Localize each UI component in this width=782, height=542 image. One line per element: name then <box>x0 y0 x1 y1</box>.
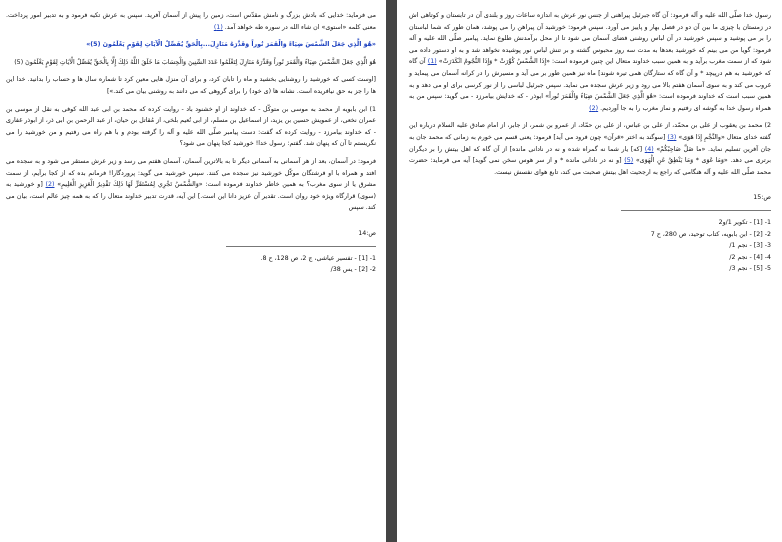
footnote-ref-link[interactable]: (2) <box>589 104 599 112</box>
footnote-item: 5- [5] - نجم 3/ <box>729 265 771 273</box>
page-number: ص:14 <box>358 229 376 237</box>
footnote-item: 2- [2] - ابن بابویه، کتاب توحید، ص 280، ح 7 <box>650 230 771 238</box>
footnote-ref-link[interactable]: (5) <box>624 157 634 165</box>
footnote-item: 1- [1] - تکویر 1/و2 <box>718 218 771 226</box>
page-gutter <box>386 0 397 542</box>
footnote-ref-link[interactable]: (4) <box>644 145 654 153</box>
paragraph: می فرماید: خدایی که بادش بزرگ و نامش مقدّس است، زمین را پیش از آسمان آفرید. سپس به عرش تکیه فرمود و به تدبیر امور پرداخت. معنی کلمه «استوی» ان شاء الله در سوره طه خواهد آمد. (1) <box>6 12 376 31</box>
paragraph: [اوست کسی که خورشید را روشنایی بخشید و ماه را تابان کرد، و برای آن منزل هایی معین کرد تا شماره سال ها و حساب را بدانید. خدا این ها را جز به حق نیافریده است. نشانه ها (ی خود) را برای گروهی که می دانند به روشنی بیان می کند.»] <box>6 76 376 95</box>
verse-text: هُوَ الَّذِي جَعَلَ الشَّمْسَ ضِيَاءً وَالْقَمَرَ نُوراً وَقَدَّرَهُ مَنَازِلَ لِتَعْلَمُوا عَدَدَ السِّنِينَ وَالْحِسَابَ مَا خَلَقَ اللَّهُ ذَلِكَ إِلَّا بِالْحَقِّ يُفَصِّلُ الْآيَاتِ لِقَوْمٍ يَعْلَمُونَ (5) <box>14 58 376 66</box>
paragraph: 2) محمد بن یعقوب از علی بن محمّد، از علی بن عباس، از علی بن حمّاد، از عمرو بن شمر، از جابر، از امام صادق علیه السلام درباره این گفته خدای متعال «والنَّجْمِ إِذَا هَوَى» (3) [سوگند به اختر «قرآن» چون فرود می آید] فرمود: یعنی قسم می خورم به زمانی که محمد جان به جان آفرین تسلیم نماید. «ما ضَلَّ صَاحِبُكُمْ» (4) [که] یار شما نه گمراه شده و نه در نادانی مانده] از آن گاه که اهل بیتش را بر دیگران برتری می دهد. «وَمَا غَوَى * وَمَا يَنْطِقُ عَنِ الْهَوَى» (5) [و نه در نادانی مانده * و از سر هوس سخن نمی گوید] آیه می فرماید: حضرت محمد صلّی الله علیه و آله هنگامی که راجع به ارجحیت اهل بیتش صحبت می کند، تابع هوای نفسش نیست. <box>409 122 771 176</box>
footnote-item: 1- [1] - تفسیر عیاشی، ج 2، ص 128، ح 8. <box>260 254 376 262</box>
left-page <box>0 0 386 542</box>
footnote-item: 3- [3] - نجم 1/ <box>729 242 771 250</box>
footnote-item: 2- [2] - یس 38/ <box>330 266 376 274</box>
right-page <box>397 0 782 542</box>
footnote-ref-link[interactable]: (2) <box>45 181 55 189</box>
verse-heading: «هُوَ الَّذِي جَعَلَ الشَّمْسَ ضِيَاءً وَالْقَمَرَ نُوراً وَقَدَّرَهُ مَنَازِلَ...بِالْحَقِّ يُفَصِّلُ الْآيَاتِ لِقَوْمٍ يَعْلَمُونَ (5)» <box>86 41 376 49</box>
footnote-ref-link[interactable]: (1) <box>213 23 223 31</box>
footnotes <box>409 217 771 275</box>
paragraph: فرمود: در آسمان، بعد از هر آسمانی به آسمانی دیگر تا به بالاترین آسمان، آسمان هفتم می رسد و زیر عرش مستقر می شود و به سجده می افتد و همراه با او فرشتگان موکّل خورشید نیز سجده می کنند. سپس خورشید می گوید: پروردگارا! فرمانم بده که از کجا برآیم، از سمت مشرق یا از سوی مغرب؟ به همین خاطر خداوند فرموده است: «وَالشَّمْسُ تَجْرِي لِمُسْتَقَرٍّ لَهَا ذَلِكَ تَقْدِيرُ الْعَزِيزِ الْعَلِيمِ» (2) [و خورشید به (سوی) قرارگاه ویژه خود روان است. تقدیر آن عزیز دانا این است.] این آیه، قدرت تدبیر خداوند متعال را که به همه چیز عالم است، بیان می کند. سپس <box>6 157 376 212</box>
footnote-item: 4- [4] - نجم 2/ <box>729 253 771 261</box>
paragraph: 1) ابن بابویه از محمد به موسی بن متوکّل - که خداوند از او خشنود باد - روایت کرده که محمد بن ابی عبد الله کوفی به نقل از موسی بن عمران نخعی، از عمویش حسین بن یزید، از اسماعیل بن مسلم، از ابی نُعیم بلخی، از مُقاتل بن حیان، از عبد الرحمن بن ابی ذر، از ابوذر غفاری - که خداوند بیامرزد - روایت کرده که گفت: دست پیامبر صلّی الله علیه و آله را گرفته بودم و با هم راه می رفتیم و من خورشید را می نگریستم تا آن که پنهان شد. گفتم: رسول خدا! خورشید کجا پنهان می شود؟ <box>6 105 376 148</box>
footnote-ref-link[interactable]: (1) <box>427 58 437 66</box>
footnote-ref-link[interactable]: (3) <box>667 133 677 141</box>
paragraph: رسول خدا صلّی الله علیه و آله فرمود: آن گاه جبرئیل پیراهنی از جنس نور عرش به اندازه ساعات روز و بلندی آن در تابستان و کوتاهی اش در زمستان یا چیزی ما بین آن دو در فصل بهار و پاییز می آورد. سپس فرمود: خورشید آن پیراهن را می پوشد، همان طور که شما لباستان را بر می پوشید و سپس خورشید در آن لباس روشنی فضای آسمان می شود تا از محل برآمدنش طلوع نماید. پیامبر صلّی الله علیه و آله فرمود: گویا من می بینم که خورشید بعدها به مدت سه روز محبوس گشته و بر تنش لباس نور پوشیده نخواهد شد و به او دستور داده می شود که از سمت مغرب برآید و به همین سبب خداوند متعال این چنین فرموده است: «إِذَا الشَّمْسُ كُوِّرَتْ * وَإِذَا النُّجُومُ انْكَدَرَتْ» (1) آن گاه که خورشید به هم درپیچد * و آن گاه که ستارگان همی تیره شوند] ماه نیز همین طور بر می آید و مسیرش را در کرانه آسمان می پیماید و غروب می کند و به سوی آسمان هفتم بالا می رود و زیر عرش سجده می نماید. سپس جبرئیل لباسی را از نور کرسی برای او می دهد و به همین سبب است که خداوند فرموده است: «هُوَ الَّذِي جَعَلَ الشَّمْسَ ضِيَاءً وَالْقَمَرَ نُوراً» ابوذر - که خدایش بیامرزد - می گوید: سپس من به همراه رسول خدا به گوشه ای رفتیم و نماز مغرب را به جا آوردیم. (2) <box>409 12 771 112</box>
footnote-separator <box>621 210 771 211</box>
page-number: ص:15 <box>753 194 771 202</box>
footnote-separator <box>226 246 376 247</box>
footnotes <box>6 253 376 276</box>
